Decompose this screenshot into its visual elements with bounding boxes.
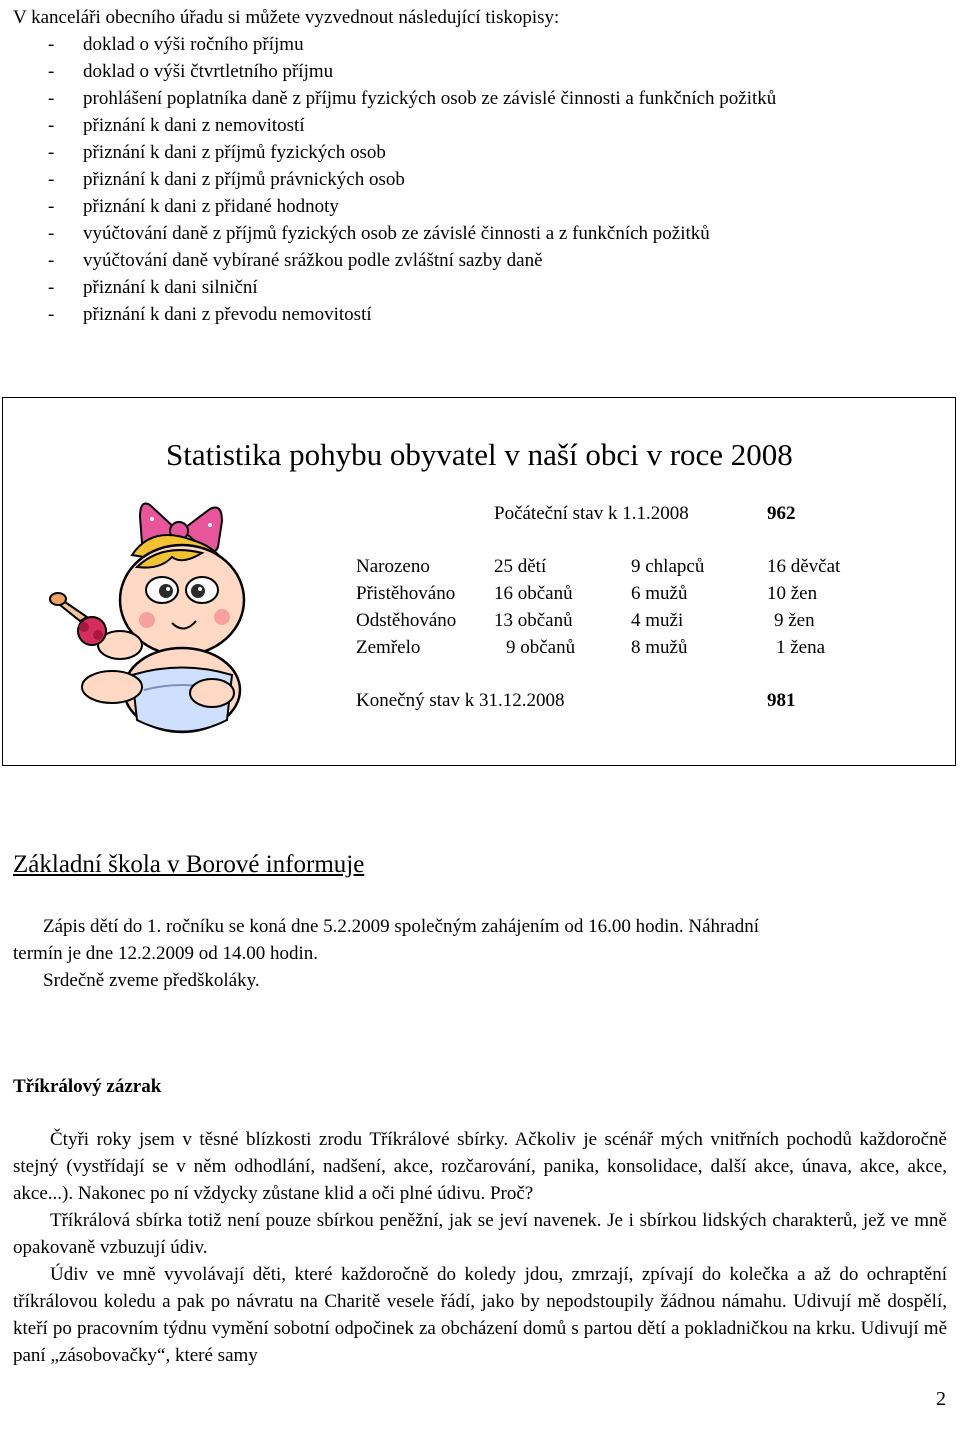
table-cell: Odstěhováno	[356, 610, 457, 631]
baby-illustration	[32, 495, 262, 745]
school-line: termín je dne 12.2.2009 od 14.00 hodin.	[13, 943, 319, 964]
table-cell: 1 žena	[776, 637, 826, 658]
table-cell: 16 děvčat	[767, 556, 841, 577]
table-cell: 13 občanů	[494, 610, 573, 631]
school-line: Zápis dětí do 1. ročníku se koná dne 5.2.2009 společným zahájením od 16.00 hodin. Náhradní	[43, 916, 760, 937]
table-cell: 4 muži	[631, 610, 684, 631]
table-cell: Zemřelo	[356, 637, 421, 658]
article-paragraph: Tříkrálová sbírka totiž není pouze sbírkou peněžní, jak se jeví navenek. Je i sbírkou lidských charakterů, jež ve mně opakovaně vzbuzují údiv.	[13, 1210, 947, 1258]
school-announcement	[13, 913, 933, 994]
table-cell: 9 chlapců	[631, 556, 705, 577]
list-item: - prohlášení poplatníka daně z příjmu fyzických osob ze závislé činnosti a funkčních požitků	[48, 88, 777, 109]
list-item: - přiznání k dani z příjmů fyzických osob	[48, 142, 386, 163]
list-item: - přiznání k dani z nemovitostí	[48, 115, 305, 136]
table-cell: 25 dětí	[494, 556, 547, 577]
article-paragraph: Čtyři roky jsem v těsné blízkosti zrodu Tříkrálové sbírky. Ačkoliv je scénář mých vnitřních pochodů každoročně stejný (vystřídají se v něm odhodlání, nadšení, akce, rozčarování, panika, konsolidace, další akce, únava, akce, akce, akce...). Nakonec po ní vždycky zůstane klid a oči plné údivu. Proč?	[13, 1129, 947, 1204]
start-value: 962	[767, 503, 796, 524]
article-title: Tříkrálový zázrak	[13, 1076, 162, 1097]
school-line: Srdečně zveme předškoláky.	[43, 970, 260, 991]
statistics-title: Statistika pohybu obyvatel v naší obci v roce 2008	[166, 437, 793, 472]
table-cell: 9 žen	[774, 610, 815, 631]
forms-list	[13, 31, 776, 328]
article-body	[13, 1126, 947, 1369]
start-label: Počáteční stav k 1.1.2008	[494, 503, 689, 524]
article-paragraph: Údiv ve mně vyvolávají děti, které každoročně do koledy jdou, zmrzají, zpívají do kolečka a až do ochraptění tříkrálovou koledu a pak po návratu na Charitě vesele řádí, jako by nepodstoupily žádnou námahu. Udivují mě dospělí, kteří po pracovním týdnu vymění sobotní odpočinek za obcházení domů s partou dětí a pokladničkou na krku. Udivují mě paní „zásobovačky“, které samy	[13, 1264, 947, 1366]
list-item: - přiznání k dani z přidané hodnoty	[48, 196, 339, 217]
page-number: 2	[936, 1388, 946, 1410]
table-cell: Narozeno	[356, 556, 430, 577]
table-cell: Přistěhováno	[356, 583, 456, 604]
list-item: - doklad o výši ročního příjmu	[48, 34, 304, 55]
list-item: - přiznání k dani silniční	[48, 277, 258, 298]
table-cell: 6 mužů	[631, 583, 688, 604]
end-label: Konečný stav k 31.12.2008	[356, 690, 565, 711]
list-item: - přiznání k dani z převodu nemovitostí	[48, 304, 372, 325]
forms-intro: V kanceláři obecního úřadu si můžete vyzvednout následující tiskopisy:	[13, 7, 560, 28]
table-cell: 16 občanů	[494, 583, 573, 604]
end-value: 981	[767, 690, 796, 711]
table-cell: 9 občanů	[506, 637, 576, 658]
list-item: - vyúčtování daně z příjmů fyzických osob ze závislé činnosti a z funkčních požitků	[48, 223, 710, 244]
list-item: - vyúčtování daně vybírané srážkou podle zvláštní sazby daně	[48, 250, 543, 271]
table-cell: 10 žen	[767, 583, 818, 604]
list-item: - přiznání k dani z příjmů právnických osob	[48, 169, 405, 190]
list-item: - doklad o výši čtvrtletního příjmu	[48, 61, 334, 82]
school-title: Základní škola v Borové informuje	[13, 851, 365, 878]
table-cell: 8 mužů	[631, 637, 688, 658]
